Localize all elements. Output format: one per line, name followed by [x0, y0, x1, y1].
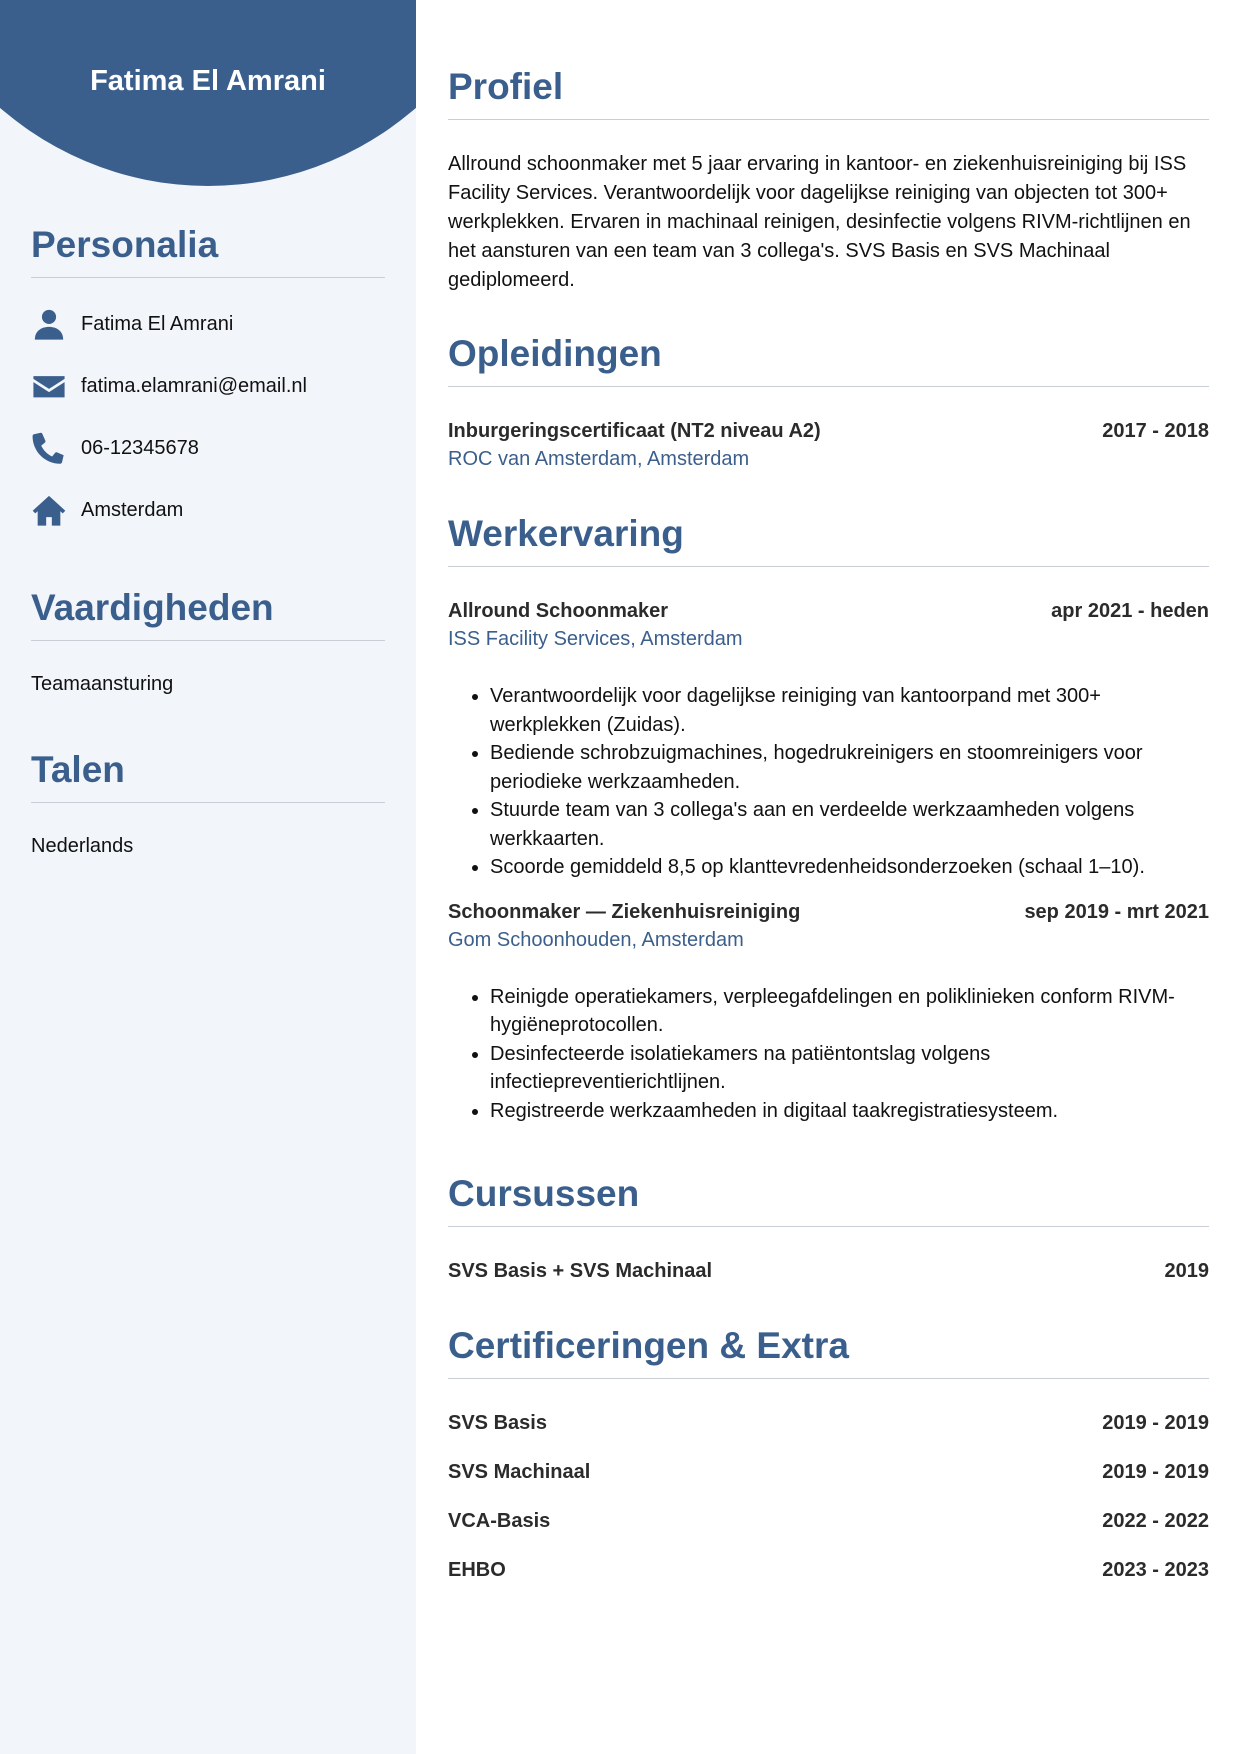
contact-email-text[interactable]: fatima.elamrani@email.nl: [81, 374, 307, 397]
skill-item: Teamaansturing: [31, 673, 174, 695]
bullet-item: • Bediende schrobzuigmachines, hogedrukreinigers en stoomreinigers voor periodieke werkzaamheden.: [490, 739, 1209, 796]
contact-email[interactable]: [31, 355, 385, 417]
education-school: ROC van Amsterdam, Amsterdam: [448, 448, 750, 470]
bullet-item: • Verantwoordelijk voor dagelijkse reiniging van kantoorpand met 300+ werkplekken (Zuidas).: [490, 682, 1209, 739]
experience-section: [448, 515, 1209, 1125]
certification-date: 2019 - 2019: [1102, 1461, 1209, 1483]
personalia-section: [31, 226, 385, 541]
job-role: Allround Schoonmaker: [448, 600, 669, 622]
languages-title: Talen: [31, 751, 385, 803]
profile-text: Allround schoonmaker met 5 jaar ervaring in kantoor- en ziekenhuisreiniging bij ISS Facility Services. Verantwoordelijk voor dagelijkse reiniging van objecten tot 300+ werkplekken. Ervaren in machinaal reinigen, desinfectie volgens RIVM-richtlijnen en het aansturen van een team van 3 collega's. SVS Basis en SVS Machinaal gediplomeerd.: [448, 153, 1191, 291]
user-icon: [31, 306, 67, 342]
certification-date: 2023 - 2023: [1102, 1559, 1209, 1581]
certification-row: [448, 1409, 1209, 1458]
course-entry: [448, 1257, 1209, 1285]
experience-entry-2: [448, 898, 1209, 1126]
certification-date: 2019 - 2019: [1102, 1412, 1209, 1434]
certification-name: VCA-Basis: [448, 1510, 551, 1532]
job-date: sep 2019 - mrt 2021: [1024, 900, 1209, 923]
education-entry: [448, 417, 1209, 474]
certification-name: SVS Basis: [448, 1412, 547, 1434]
experience-title: Werkervaring: [448, 515, 1209, 567]
contact-location-text: Amsterdam: [81, 498, 184, 521]
job-company: ISS Facility Services, Amsterdam: [448, 628, 743, 650]
job-bullets: [448, 983, 1209, 1126]
contact-name: [31, 293, 385, 355]
job-role: Schoonmaker — Ziekenhuisreiniging: [448, 900, 801, 923]
personalia-title: Personalia: [31, 226, 385, 278]
contact-phone[interactable]: [31, 417, 385, 479]
languages-section: [31, 751, 385, 858]
job-company: Gom Schoonhouden, Amsterdam: [448, 928, 744, 951]
course-date: 2019: [1164, 1260, 1209, 1282]
certification-name: EHBO: [448, 1559, 506, 1581]
skills-title: Vaardigheden: [31, 589, 385, 641]
skills-section: [31, 589, 385, 696]
job-bullets: [448, 682, 1209, 882]
home-icon: [31, 492, 67, 528]
candidate-name: Fatima El Amrani: [90, 65, 326, 97]
bullet-item: • Scoorde gemiddeld 8,5 op klanttevredenheidsonderzoeken (schaal 1–10).: [490, 853, 1209, 882]
language-item: Nederlands: [31, 835, 134, 857]
bullet-item: • Stuurde team van 3 collega's aan en verdeelde werkzaamheden volgens werkkaarten.: [490, 796, 1209, 853]
experience-entry-1: [448, 597, 1209, 882]
profile-section: [448, 68, 1209, 295]
education-name: Inburgeringscertificaat (NT2 niveau A2): [448, 420, 821, 442]
certifications-title: Certificeringen & Extra: [448, 1327, 1209, 1379]
contact-location: [31, 479, 385, 541]
education-title: Opleidingen: [448, 335, 1209, 387]
contact-phone-text[interactable]: 06-12345678: [81, 436, 199, 459]
certification-row: [448, 1458, 1209, 1507]
job-date: apr 2021 - heden: [1051, 600, 1209, 622]
bullet-item: • Registreerde werkzaamheden in digitaal taakregistratiesysteem.: [490, 1097, 1209, 1126]
envelope-icon: [31, 368, 67, 404]
certification-name: SVS Machinaal: [448, 1461, 591, 1483]
profile-title: Profiel: [448, 68, 1209, 120]
certification-date: 2022 - 2022: [1102, 1510, 1209, 1532]
contact-name-text: Fatima El Amrani: [81, 312, 234, 335]
bullet-item: • Desinfecteerde isolatiekamers na patiëntontslag volgens infectiepreventierichtlijnen.: [490, 1040, 1209, 1097]
certification-row: [448, 1507, 1209, 1556]
education-section: [448, 335, 1209, 474]
courses-section: [448, 1175, 1209, 1285]
course-name: SVS Basis + SVS Machinaal: [448, 1260, 713, 1282]
bullet-item: • Reinigde operatiekamers, verpleegafdelingen en poliklinieken conform RIVM-hygiëneprotocollen.: [490, 983, 1209, 1040]
certification-row: [448, 1556, 1209, 1605]
sidebar: [0, 0, 416, 1754]
courses-title: Cursussen: [448, 1175, 1209, 1227]
phone-icon: [31, 430, 67, 466]
certifications-section: [448, 1327, 1209, 1605]
education-date: 2017 - 2018: [1102, 420, 1209, 442]
